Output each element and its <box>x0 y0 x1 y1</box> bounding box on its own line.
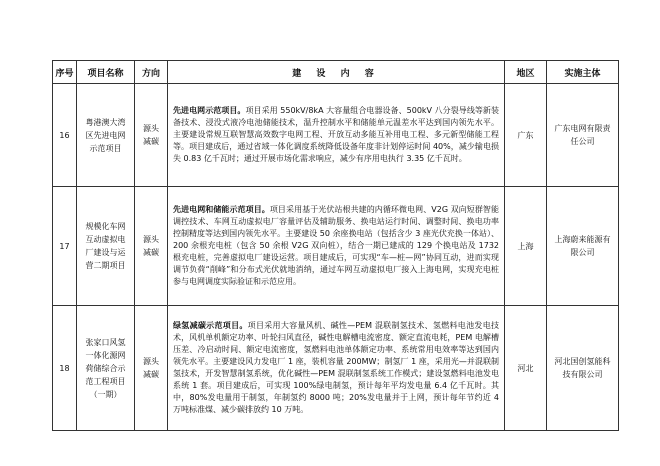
content-lead: 先进电网示范项目。 <box>173 106 246 115</box>
table-row <box>53 306 619 431</box>
table-row <box>53 187 619 306</box>
project-content <box>168 306 505 431</box>
project-content <box>168 84 505 187</box>
content-body: 项目采用大容量风机、碱性—PEM 混联制氢技术、氢燃料电池发电技术，风机单机额定功率、叶轮扫风直径，碱性电解槽电流密度、额定直流电耗，PEM 电解槽压差、冷启动时间、额定电流密度，氢燃料电池单体额定功率、系统常用电效率等达到国内领先水平。主要建设风力发电厂 1 座，装机容量 200MW；制氢厂 1 座，采用光—并混联制氢技术，开发智慧制氢系统，优化碱性—PEM 混联制氢系统工作模式；建设氢燃料电池发电系统 1 套。项目建成后，可实现 100%绿电制氢，预计每年平均发电量 6.4 亿千瓦时。其中，80%发电量用于制氢，年制氢约 8000 吨；20%发电量并于上网，预计每年节约近 4 万吨标准煤、减少碳排放约 10 万吨。 <box>173 321 499 414</box>
project-name: 规模化车网互动虚拟电厂建设与运营二期项目 <box>77 187 135 306</box>
content-body: 项目采用基于光伏站根共建的内循环微电网、V2G 双向短群智能调控技术、车网互动虚拟电厂容量评估及辅助服务、换电站运行时间、调整时间、换电功率控制精度等达到国内领先水平。主要建设 50 余座换电站（包括含少 3 座光伏充换一体站）、200 余根充电桩（包含 50 余根 V2G 双向桩），结合一期已建成的 129 个换电站及 1732 根充电桩，完善虚拟电厂建设运营。项目建成后，可实现“车—桩—网”协同互动，进而实现调节负荷“削峰”和分布式光伏就地消纳，通过车网互动虚拟电厂接入上海电网，实现充电桩参与电网调度实际验证和示范应用。 <box>173 205 500 286</box>
table-row <box>53 84 619 187</box>
header-region: 地区 <box>505 61 547 84</box>
row-number: 18 <box>53 306 77 431</box>
project-name: 粤港澳大湾区先进电网示范项目 <box>77 84 135 187</box>
content-lead: 先进电网和储能示范项目。 <box>173 205 270 214</box>
project-direction: 源头减碳 <box>135 187 168 306</box>
project-region: 上海 <box>505 187 547 306</box>
content-lead: 绿氢减碳示范项目。 <box>173 321 248 330</box>
row-number: 17 <box>53 187 77 306</box>
content-body: 项目采用 550kV/8kA 大容量组合电器设备、500kV 八分裂导线等新装备技术、浸没式液冷电池储能技术，温升控制水平和储能单元温差水平达到国内领先水平。主要建设常规互联智慧高效数字电网工程、开放互动多能互补用电工程、多元新型储能工程等。项目建成后，通过省域一体化调度系统降低设备年度非计划停运时间 40%，减少输电损失 0.83 亿千瓦时；通过开展市场化需求响应，减少有序用电执行 3.35 亿千瓦时。 <box>173 106 499 163</box>
project-owner: 广东电网有限责任公司 <box>547 84 619 187</box>
project-table <box>52 60 619 431</box>
project-direction: 源头减碳 <box>135 306 168 431</box>
project-region: 河北 <box>505 306 547 431</box>
project-name: 张家口风氢一体化源网荷储综合示范工程项目（一期） <box>77 306 135 431</box>
project-direction: 源头减碳 <box>135 84 168 187</box>
header-no: 序号 <box>53 61 77 84</box>
header-name: 项目名称 <box>77 61 135 84</box>
row-number: 16 <box>53 84 77 187</box>
project-owner: 上海蔚来能源有限公司 <box>547 187 619 306</box>
project-owner: 河北国创氢能科技有限公司 <box>547 306 619 431</box>
header-direction: 方向 <box>135 61 168 84</box>
header-content: 建 设 内 容 <box>168 61 505 84</box>
project-region: 广东 <box>505 84 547 187</box>
header-row <box>53 61 619 84</box>
project-content <box>168 187 505 306</box>
header-owner: 实施主体 <box>547 61 619 84</box>
